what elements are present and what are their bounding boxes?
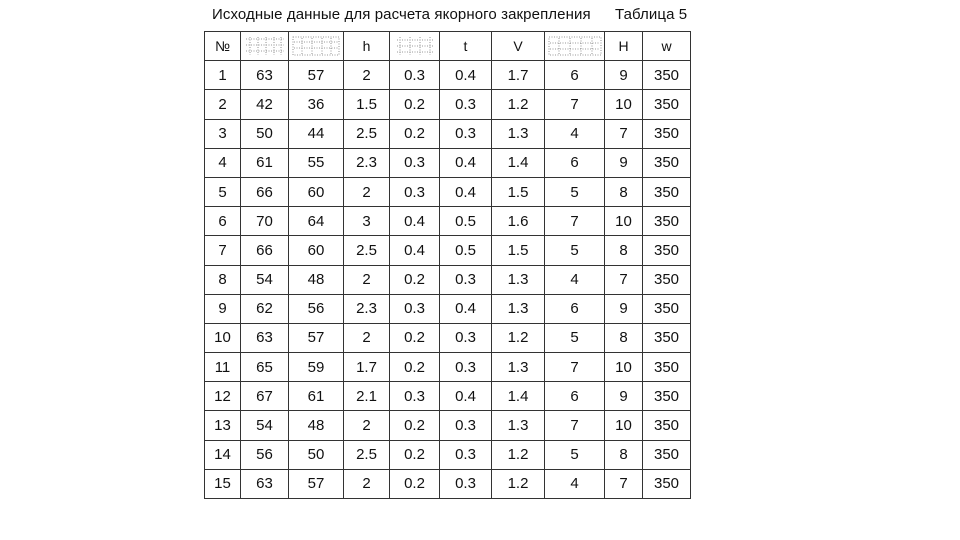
table-cell: 61: [241, 148, 289, 177]
table-cell: 2: [344, 61, 390, 90]
table-cell: 1.3: [492, 411, 545, 440]
table-cell: 9: [205, 294, 241, 323]
table-row: [205, 323, 691, 352]
table-cell: 0.3: [440, 265, 492, 294]
table-cell: 350: [643, 382, 691, 411]
table-row: [205, 148, 691, 177]
table-cell: 0.3: [440, 119, 492, 148]
table-cell: 350: [643, 265, 691, 294]
table-cell: 0.4: [440, 148, 492, 177]
table-cell: 1.6: [492, 207, 545, 236]
table-row: [205, 90, 691, 119]
table-cell: 4: [205, 148, 241, 177]
table-cell: 1: [205, 61, 241, 90]
table-row: [205, 440, 691, 469]
table-row: [205, 294, 691, 323]
table-cell: 1.2: [492, 90, 545, 119]
table-cell: 350: [643, 294, 691, 323]
table-cell: 0.2: [390, 353, 440, 382]
table-cell: 1.5: [344, 90, 390, 119]
table-number: Таблица 5: [615, 6, 688, 23]
table-cell: 5: [545, 177, 605, 206]
table-cell: 1.3: [492, 265, 545, 294]
table-cell: 66: [241, 177, 289, 206]
table-cell: 0.5: [440, 207, 492, 236]
table-cell: 7: [605, 469, 643, 498]
table-row: [205, 119, 691, 148]
table-cell: 10: [605, 207, 643, 236]
table-cell: 7: [545, 353, 605, 382]
table-cell: 350: [643, 148, 691, 177]
table-cell: 2.5: [344, 440, 390, 469]
table-cell: 60: [289, 177, 344, 206]
table-cell: 54: [241, 411, 289, 440]
table-cell: 6: [545, 294, 605, 323]
table-cell: 9: [605, 148, 643, 177]
table-cell: 10: [205, 323, 241, 352]
formula-image-3: [395, 36, 435, 56]
table-cell: 48: [289, 411, 344, 440]
data-table: [204, 31, 691, 499]
table-cell: 0.3: [390, 148, 440, 177]
table-cell: 350: [643, 469, 691, 498]
table-cell: 350: [643, 177, 691, 206]
table-cell: 7: [205, 236, 241, 265]
table-cell: 5: [545, 440, 605, 469]
table-body: [205, 61, 691, 499]
table-row: [205, 177, 691, 206]
header-H: H: [605, 32, 643, 61]
table-cell: 0.4: [390, 236, 440, 265]
table-cell: 0.3: [390, 294, 440, 323]
table-cell: 0.4: [440, 177, 492, 206]
table-cell: 59: [289, 353, 344, 382]
table-cell: 10: [605, 411, 643, 440]
table-cell: 1.2: [492, 440, 545, 469]
table-cell: 8: [605, 236, 643, 265]
table-cell: 2.5: [344, 119, 390, 148]
table-cell: 3: [344, 207, 390, 236]
table-cell: 56: [289, 294, 344, 323]
table-cell: 0.2: [390, 265, 440, 294]
table-cell: 0.4: [440, 61, 492, 90]
table-cell: 0.3: [440, 411, 492, 440]
table-cell: 1.7: [492, 61, 545, 90]
table-cell: 1.2: [492, 323, 545, 352]
table-row: [205, 411, 691, 440]
table-cell: 7: [605, 119, 643, 148]
table-row: [205, 61, 691, 90]
table-cell: 11: [205, 353, 241, 382]
table-cell: 7: [545, 207, 605, 236]
table-cell: 66: [241, 236, 289, 265]
table-cell: 44: [289, 119, 344, 148]
table-cell: 5: [545, 323, 605, 352]
table-cell: 1.5: [492, 177, 545, 206]
header-t: t: [440, 32, 492, 61]
table-cell: 350: [643, 353, 691, 382]
table-cell: 0.2: [390, 90, 440, 119]
table-cell: 0.3: [390, 61, 440, 90]
formula-image-4: [548, 36, 602, 56]
table-row: [205, 353, 691, 382]
table-cell: 5: [545, 236, 605, 265]
header-row: [205, 32, 691, 61]
table-cell: 0.2: [390, 411, 440, 440]
table-cell: 6: [545, 382, 605, 411]
table-cell: 50: [289, 440, 344, 469]
table-cell: 5: [205, 177, 241, 206]
table-cell: 0.2: [390, 440, 440, 469]
table-cell: 15: [205, 469, 241, 498]
table-cell: 12: [205, 382, 241, 411]
table-row: [205, 469, 691, 498]
table-row: [205, 236, 691, 265]
table-row: [205, 207, 691, 236]
table-cell: 0.4: [440, 382, 492, 411]
header-formula-2: [289, 32, 344, 61]
table-row: [205, 265, 691, 294]
table-cell: 60: [289, 236, 344, 265]
table-row: [205, 382, 691, 411]
table-cell: 1.3: [492, 119, 545, 148]
table-cell: 8: [605, 323, 643, 352]
table-cell: 67: [241, 382, 289, 411]
formula-image-2: [292, 36, 340, 56]
table-cell: 9: [605, 294, 643, 323]
table-cell: 8: [605, 177, 643, 206]
table-cell: 4: [545, 469, 605, 498]
table-cell: 36: [289, 90, 344, 119]
table-cell: 48: [289, 265, 344, 294]
table-cell: 0.4: [390, 207, 440, 236]
table-cell: 8: [605, 440, 643, 469]
header-formula-1: [241, 32, 289, 61]
table-cell: 2: [344, 469, 390, 498]
table-cell: 62: [241, 294, 289, 323]
header-v: V: [492, 32, 545, 61]
header-w: w: [643, 32, 691, 61]
table-cell: 8: [205, 265, 241, 294]
table-cell: 10: [605, 90, 643, 119]
table-cell: 2: [344, 177, 390, 206]
table-caption: [212, 6, 688, 23]
table-cell: 54: [241, 265, 289, 294]
table-cell: 0.3: [440, 440, 492, 469]
table-cell: 61: [289, 382, 344, 411]
header-number: №: [205, 32, 241, 61]
table-cell: 0.5: [440, 236, 492, 265]
table-cell: 0.3: [390, 177, 440, 206]
table-cell: 1.7: [344, 353, 390, 382]
table-cell: 2.3: [344, 148, 390, 177]
table-cell: 4: [545, 119, 605, 148]
table-cell: 0.4: [440, 294, 492, 323]
table-cell: 10: [605, 353, 643, 382]
table-cell: 1.4: [492, 148, 545, 177]
table-cell: 57: [289, 323, 344, 352]
table-cell: 350: [643, 119, 691, 148]
table-cell: 64: [289, 207, 344, 236]
table-cell: 13: [205, 411, 241, 440]
table-cell: 350: [643, 61, 691, 90]
table-cell: 6: [545, 148, 605, 177]
table-cell: 2: [344, 411, 390, 440]
table-cell: 2: [344, 323, 390, 352]
table-cell: 2.3: [344, 294, 390, 323]
table-cell: 3: [205, 119, 241, 148]
table-cell: 2: [344, 265, 390, 294]
table-cell: 1.3: [492, 294, 545, 323]
table-cell: 7: [545, 90, 605, 119]
table-cell: 63: [241, 323, 289, 352]
table-cell: 6: [545, 61, 605, 90]
table-cell: 1.2: [492, 469, 545, 498]
formula-image-1: [244, 36, 286, 56]
caption-title: Исходные данные для расчета якорного закрепления: [212, 6, 591, 23]
table-cell: 0.3: [440, 469, 492, 498]
table-cell: 7: [605, 265, 643, 294]
table-cell: 2.1: [344, 382, 390, 411]
header-formula-3: [390, 32, 440, 61]
table-cell: 65: [241, 353, 289, 382]
table-cell: 350: [643, 236, 691, 265]
table-cell: 1.5: [492, 236, 545, 265]
table-cell: 350: [643, 440, 691, 469]
table-cell: 350: [643, 411, 691, 440]
table-cell: 14: [205, 440, 241, 469]
table-cell: 350: [643, 323, 691, 352]
table-cell: 0.2: [390, 469, 440, 498]
table-cell: 0.3: [440, 323, 492, 352]
table-cell: 0.2: [390, 323, 440, 352]
table-cell: 57: [289, 61, 344, 90]
table-cell: 0.3: [440, 353, 492, 382]
table-cell: 9: [605, 61, 643, 90]
table-cell: 7: [545, 411, 605, 440]
table-cell: 57: [289, 469, 344, 498]
table-cell: 2.5: [344, 236, 390, 265]
table-cell: 42: [241, 90, 289, 119]
table-cell: 9: [605, 382, 643, 411]
table-cell: 350: [643, 90, 691, 119]
table-cell: 0.2: [390, 119, 440, 148]
table-cell: 2: [205, 90, 241, 119]
table-cell: 4: [545, 265, 605, 294]
table-cell: 55: [289, 148, 344, 177]
table-cell: 1.4: [492, 382, 545, 411]
table-cell: 63: [241, 61, 289, 90]
header-h: h: [344, 32, 390, 61]
table-cell: 0.3: [440, 90, 492, 119]
table-cell: 56: [241, 440, 289, 469]
table-cell: 350: [643, 207, 691, 236]
table-cell: 0.3: [390, 382, 440, 411]
table-cell: 70: [241, 207, 289, 236]
table-cell: 6: [205, 207, 241, 236]
table-cell: 50: [241, 119, 289, 148]
table-cell: 1.3: [492, 353, 545, 382]
table-cell: 63: [241, 469, 289, 498]
header-formula-4: [545, 32, 605, 61]
